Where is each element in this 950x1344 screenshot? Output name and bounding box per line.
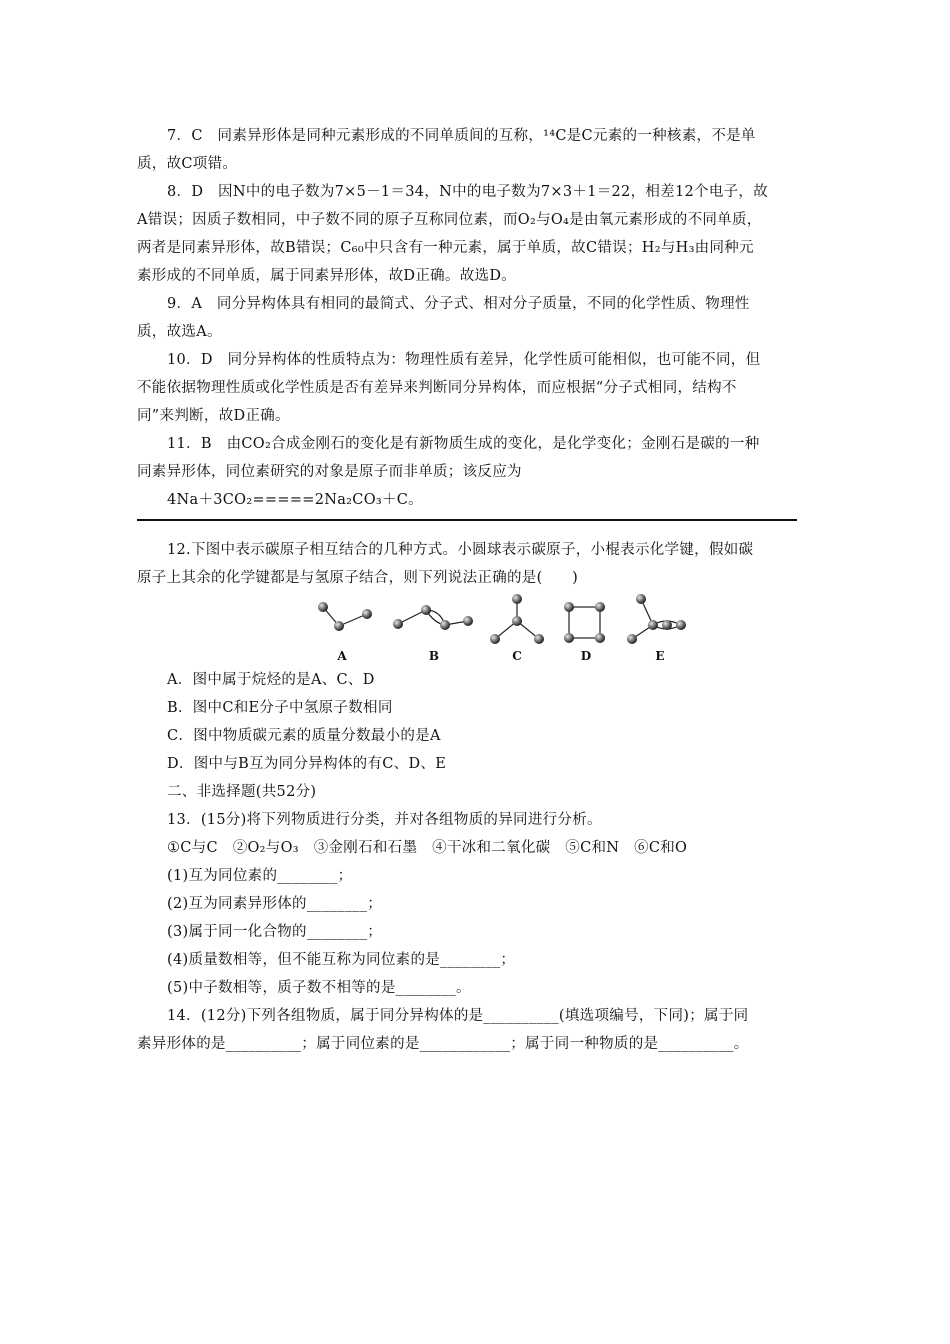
q12-option-d: D．图中与B互为同分异构体的有C、D、E	[167, 756, 447, 772]
answer-7-line-1: 7．C 同素异形体是同种元素形成的不同单质间的互称，¹⁴C是C元素的一种核素，不是单	[167, 128, 756, 144]
q13-sub-4: (4)质量数相等，但不能互称为同位素的是________；	[167, 952, 516, 968]
structure-a	[318, 602, 372, 663]
answer-10-line-3: 同”来判断，故D正确。	[137, 408, 290, 424]
answer-10-line-2: 不能依据物理性质或化学性质是否有差异来判断同分异构体，而应根据“分子式相同，结构不	[137, 380, 737, 396]
q13-sub-2: (2)互为同素异形体的________；	[167, 896, 383, 912]
divider-rule	[137, 519, 797, 521]
structure-e	[627, 594, 686, 663]
q12-stem-line-1: 12.下图中表示碳原子相互结合的几种方式。小圆球表示碳原子，小棍表示化学键，假如碳	[167, 542, 754, 558]
q12-stem-line-2: 原子上其余的化学键都是与氢原子结合，则下列说法正确的是( )	[137, 570, 579, 586]
answer-8-line-4: 素形成的不同单质，属于同素异形体，故D正确。故选D。	[137, 268, 517, 284]
label-d: D	[580, 649, 592, 663]
q14-line-2: 素异形体的是__________；属于同位素的是____________；属于同一种物质的是__________。	[137, 1036, 749, 1052]
answer-11-equation: 4Na＋3CO₂=====2Na₂CO₃＋C。	[167, 492, 423, 508]
structure-b	[393, 605, 473, 663]
answer-9-line-1: 9．A 同分异构体具有相同的最简式、分子式、相对分子质量，不同的化学性质、物理性	[167, 296, 750, 312]
answer-8-line-3: 两者是同素异形体，故B错误；C₆₀中只含有一种元素，属于单质，故C错误；H₂与H₃由同种元	[137, 240, 754, 256]
structure-d	[564, 602, 605, 663]
carbon-structures-figure	[310, 588, 700, 668]
q13-sub-3: (3)属于同一化合物的________；	[167, 924, 383, 940]
answer-11-line-2: 同素异形体，同位素研究的对象是原子而非单质；该反应为	[137, 464, 522, 480]
q12-option-b: B．图中C和E分子中氢原子数相同	[167, 700, 393, 716]
q13-items: ①C与C ②O₂与O₃ ③金刚石和石墨 ④干冰和二氧化碳 ⑤C和N ⑥C和O	[167, 840, 688, 856]
q13-sub-1: (1)互为同位素的________；	[167, 868, 353, 884]
structure-c	[490, 594, 544, 663]
answer-10-line-1: 10．D 同分异构体的性质特点为：物理性质有差异，化学性质可能相似，也可能不同，但	[167, 352, 761, 368]
label-c: C	[512, 649, 522, 663]
answer-8-line-2: A错误；因质子数相同，中子数不同的原子互称同位素，而O₂与O₄是由氧元素形成的不同单质，	[137, 212, 762, 228]
label-e: E	[655, 649, 665, 663]
q14-line-1: 14．(12分)下列各组物质，属于同分异构体的是__________(填选项编号，下同)；属于同	[167, 1008, 749, 1024]
answer-11-line-1: 11．B 由CO₂合成金刚石的变化是有新物质生成的变化，是化学变化；金刚石是碳的一种	[167, 436, 760, 452]
answer-8-line-1: 8．D 因N中的电子数为7×5－1＝34，N中的电子数为7×3＋1＝22，相差12个电子，故	[167, 184, 769, 200]
q12-option-c: C．图中物质碳元素的质量分数最小的是A	[167, 728, 441, 744]
answer-7-line-2: 质，故C项错。	[137, 156, 238, 172]
q13-stem: 13．(15分)将下列物质进行分类，并对各组物质的异同进行分析。	[167, 812, 602, 828]
label-a: A	[337, 649, 347, 663]
answer-9-line-2: 质，故选A。	[137, 324, 222, 340]
q13-sub-5: (5)中子数相等，质子数不相等的是________。	[167, 980, 471, 996]
q12-option-a: A．图中属于烷烃的是A、C、D	[167, 672, 375, 688]
section-heading: 二、非选择题(共52分)	[167, 784, 317, 800]
label-b: B	[428, 649, 440, 663]
